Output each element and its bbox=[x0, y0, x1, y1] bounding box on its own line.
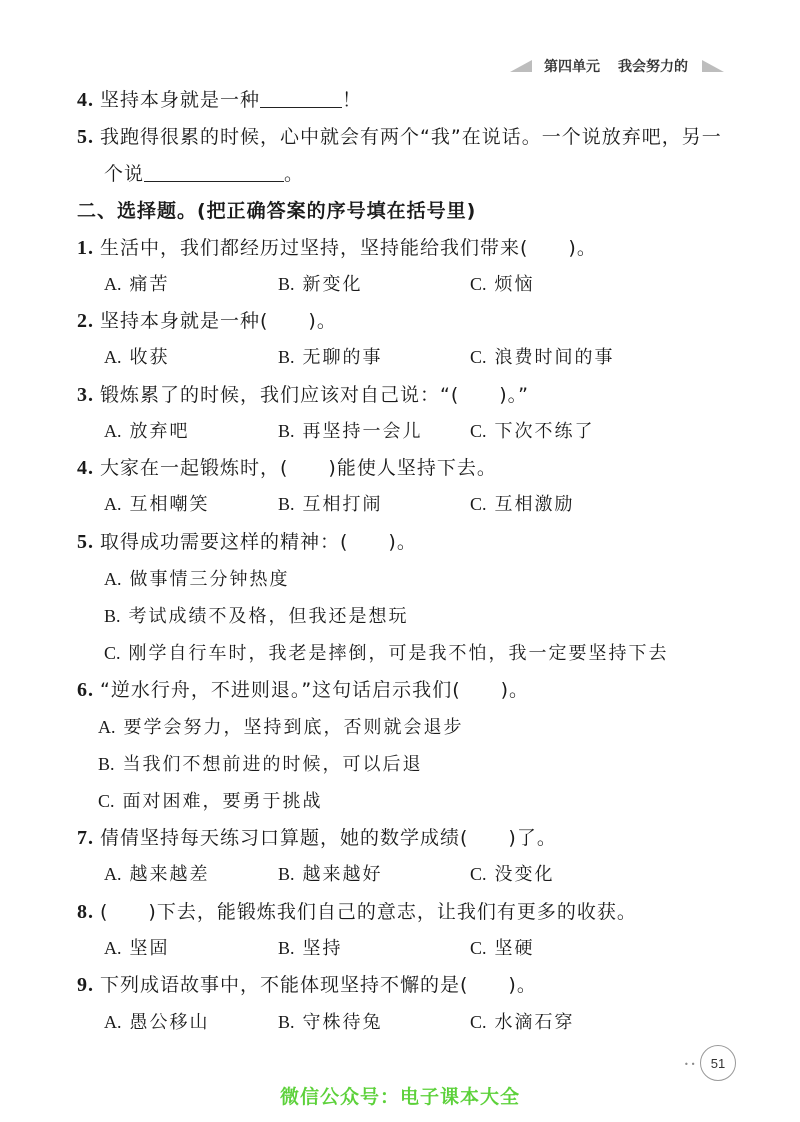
option-letter: C. bbox=[470, 864, 487, 884]
question-text: 取得成功需要这样的精神：( )。 bbox=[100, 531, 417, 553]
option-b[interactable] bbox=[278, 860, 383, 888]
option-letter: A. bbox=[104, 1012, 122, 1032]
header-topic: 我会努力的 bbox=[618, 59, 688, 75]
option-c[interactable] bbox=[104, 639, 669, 667]
item-number: 4. bbox=[77, 89, 94, 111]
option-letter: B. bbox=[278, 1012, 295, 1032]
header-left-triangle bbox=[510, 60, 532, 72]
section-title: 二、选择题。(把正确答案的序号填在括号里) bbox=[77, 200, 477, 222]
option-a[interactable] bbox=[98, 713, 464, 741]
question-number: 6. bbox=[77, 679, 94, 701]
option-letter: C. bbox=[470, 938, 487, 958]
option-c[interactable] bbox=[98, 787, 323, 815]
question-number: 1. bbox=[77, 237, 94, 259]
option-text: 坚硬 bbox=[494, 938, 535, 959]
option-c[interactable] bbox=[470, 270, 535, 298]
fill-item-5 bbox=[77, 123, 722, 151]
question-number: 7. bbox=[77, 827, 94, 849]
option-letter: C. bbox=[470, 274, 487, 294]
option-text: 痛苦 bbox=[129, 274, 170, 295]
option-c[interactable] bbox=[470, 343, 615, 371]
option-text: 再坚持一会儿 bbox=[302, 421, 423, 442]
fill-item-4 bbox=[77, 86, 362, 114]
option-a[interactable] bbox=[104, 1008, 210, 1036]
question-number: 4. bbox=[77, 457, 94, 479]
fill-item-5-line2 bbox=[104, 160, 304, 188]
question-text: 大家在一起锻炼时，( )能使人坚持下去。 bbox=[100, 457, 497, 479]
question-text: 生活中，我们都经历过坚持，坚持能给我们带来( )。 bbox=[100, 237, 597, 259]
option-text: 刚学自行车时，我老是摔倒，可是我不怕，我一定要坚持下去 bbox=[128, 643, 669, 664]
option-text: 水滴石穿 bbox=[494, 1012, 575, 1033]
option-letter: B. bbox=[104, 606, 121, 626]
option-a[interactable] bbox=[104, 490, 210, 518]
option-c[interactable] bbox=[470, 1008, 575, 1036]
option-text: 考试成绩不及格，但我还是想玩 bbox=[128, 606, 409, 627]
option-letter: B. bbox=[278, 494, 295, 514]
option-text: 坚持 bbox=[302, 938, 343, 959]
option-letter: C. bbox=[470, 1012, 487, 1032]
option-letter: C. bbox=[470, 494, 487, 514]
watermark-text: 微信公众号：电子课本大全 bbox=[279, 1086, 520, 1108]
option-text: 烦恼 bbox=[494, 274, 535, 295]
question-text: ( )下去，能锻炼我们自己的意志，让我们有更多的收获。 bbox=[100, 901, 637, 923]
question-5 bbox=[77, 528, 417, 556]
option-b[interactable] bbox=[278, 343, 383, 371]
question-text: “逆水行舟，不进则退。”这句话启示我们( )。 bbox=[100, 679, 530, 701]
option-text: 要学会努力，坚持到底，否则就会退步 bbox=[123, 717, 464, 738]
option-letter: A. bbox=[104, 347, 122, 367]
question-text: 下列成语故事中，不能体现坚持不懈的是( )。 bbox=[100, 974, 537, 996]
option-letter: A. bbox=[104, 569, 122, 589]
option-text: 愚公移山 bbox=[129, 1012, 210, 1033]
option-text: 越来越好 bbox=[302, 864, 383, 885]
question-9 bbox=[77, 971, 537, 999]
question-7 bbox=[77, 824, 557, 852]
option-a[interactable] bbox=[104, 934, 170, 962]
option-c[interactable] bbox=[470, 417, 595, 445]
option-b[interactable] bbox=[278, 417, 423, 445]
option-text: 下次不练了 bbox=[494, 421, 595, 442]
option-letter: C. bbox=[470, 421, 487, 441]
question-text: 倩倩坚持每天练习口算题，她的数学成绩( )了。 bbox=[100, 827, 557, 849]
option-letter: B. bbox=[278, 421, 295, 441]
page-header bbox=[510, 56, 724, 76]
option-letter: B. bbox=[278, 274, 295, 294]
option-letter: B. bbox=[98, 754, 115, 774]
option-a[interactable] bbox=[104, 343, 170, 371]
option-letter: C. bbox=[470, 347, 487, 367]
question-3 bbox=[77, 381, 529, 409]
option-a[interactable] bbox=[104, 270, 170, 298]
option-letter: B. bbox=[278, 864, 295, 884]
question-text: 锻炼累了的时候，我们应该对自己说：“( )。” bbox=[100, 384, 530, 406]
option-letter: A. bbox=[104, 938, 122, 958]
option-text: 无聊的事 bbox=[302, 347, 383, 368]
option-letter: C. bbox=[98, 791, 115, 811]
option-text: 互相激励 bbox=[494, 494, 575, 515]
answer-blank[interactable] bbox=[260, 87, 342, 108]
question-number: 3. bbox=[77, 384, 94, 406]
option-text: 放弃吧 bbox=[129, 421, 190, 442]
option-text: 当我们不想前进的时候，可以后退 bbox=[122, 754, 423, 775]
option-b[interactable] bbox=[278, 1008, 383, 1036]
option-letter: A. bbox=[104, 274, 122, 294]
item-text: 我跑得很累的时候，心中就会有两个“我”在说话。一个说放弃吧，另一 bbox=[100, 126, 722, 148]
option-text: 面对困难，要勇于挑战 bbox=[122, 791, 323, 812]
option-a[interactable] bbox=[104, 417, 190, 445]
option-a[interactable] bbox=[104, 860, 210, 888]
item-number: 5. bbox=[77, 126, 94, 148]
option-text: 做事情三分钟热度 bbox=[129, 569, 290, 590]
option-text: 互相打闹 bbox=[302, 494, 383, 515]
question-number: 9. bbox=[77, 974, 94, 996]
option-letter: B. bbox=[278, 347, 295, 367]
option-letter: A. bbox=[98, 717, 116, 737]
option-b[interactable] bbox=[278, 270, 363, 298]
option-b[interactable] bbox=[98, 750, 423, 778]
option-a[interactable] bbox=[104, 565, 290, 593]
header-right-triangle bbox=[702, 60, 724, 72]
option-b[interactable] bbox=[104, 602, 409, 630]
option-letter: C. bbox=[104, 643, 121, 663]
question-number: 2. bbox=[77, 310, 94, 332]
question-text: 坚持本身就是一种( )。 bbox=[100, 310, 337, 332]
option-text: 坚固 bbox=[129, 938, 170, 959]
option-text: 新变化 bbox=[302, 274, 363, 295]
option-letter: A. bbox=[104, 494, 122, 514]
option-c[interactable] bbox=[470, 860, 555, 888]
page-number: 51 bbox=[700, 1045, 736, 1081]
option-text: 越来越差 bbox=[129, 864, 210, 885]
option-text: 守株待兔 bbox=[302, 1012, 383, 1033]
question-number: 5. bbox=[77, 531, 94, 553]
question-number: 8. bbox=[77, 901, 94, 923]
header-unit: 第四单元 bbox=[544, 59, 600, 75]
option-letter: A. bbox=[104, 864, 122, 884]
question-1 bbox=[77, 234, 597, 262]
option-b[interactable] bbox=[278, 934, 343, 962]
option-b[interactable] bbox=[278, 490, 383, 518]
option-c[interactable] bbox=[470, 490, 575, 518]
page-dots-decoration: •• bbox=[684, 1060, 698, 1069]
item-text: 个说 bbox=[104, 163, 145, 185]
question-8 bbox=[77, 898, 637, 926]
item-text-end: 。 bbox=[284, 163, 305, 185]
item-text-end: ！ bbox=[342, 89, 363, 111]
question-6 bbox=[77, 676, 529, 704]
option-letter: B. bbox=[278, 938, 295, 958]
option-text: 互相嘲笑 bbox=[129, 494, 210, 515]
option-c[interactable] bbox=[470, 934, 535, 962]
item-text: 坚持本身就是一种 bbox=[100, 89, 261, 111]
option-text: 收获 bbox=[129, 347, 170, 368]
option-letter: A. bbox=[104, 421, 122, 441]
answer-blank[interactable] bbox=[144, 161, 284, 182]
question-2 bbox=[77, 307, 337, 335]
option-text: 没变化 bbox=[494, 864, 555, 885]
question-4 bbox=[77, 454, 497, 482]
option-text: 浪费时间的事 bbox=[494, 347, 615, 368]
